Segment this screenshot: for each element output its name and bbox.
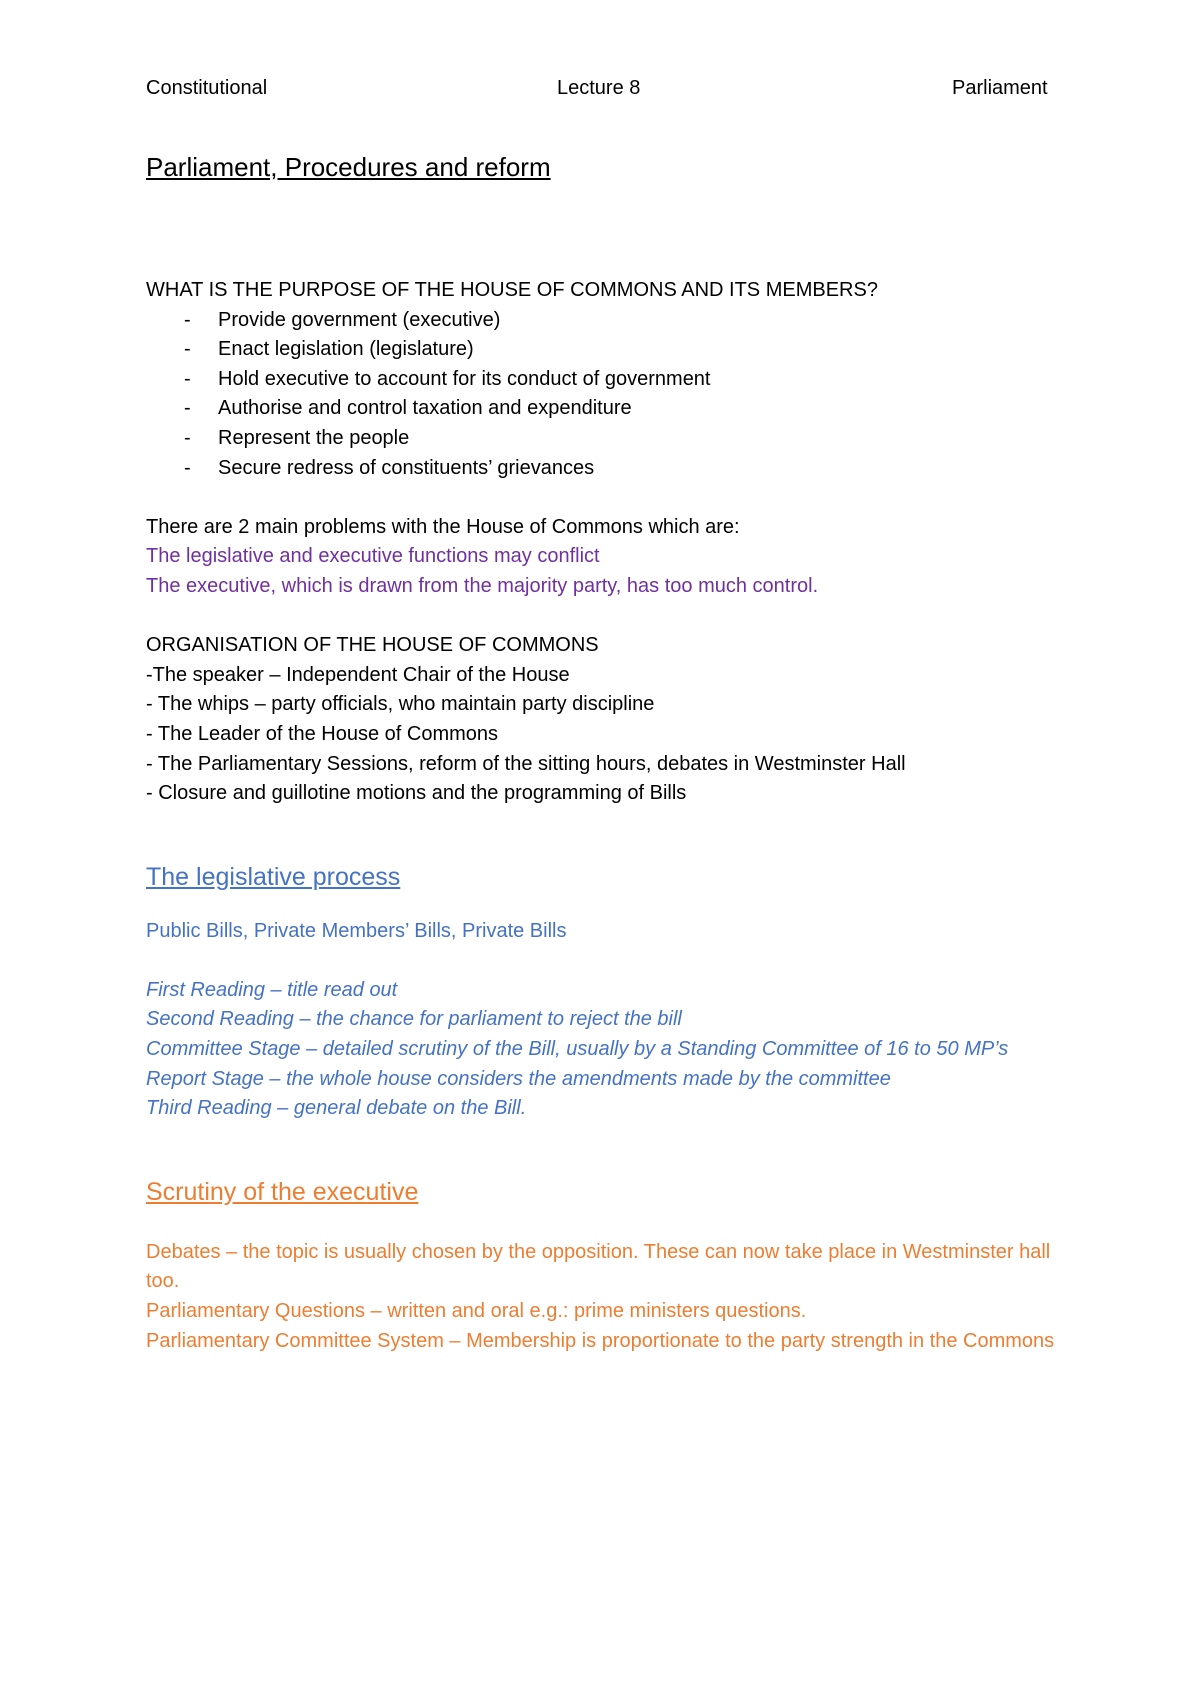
organisation-item: -The speaker – Independent Chair of the House: [146, 663, 570, 686]
stage-item: Report Stage – the whole house considers the amendments made by the committee: [146, 1067, 891, 1090]
problem-item: The legislative and executive functions may conflict: [146, 545, 600, 568]
problems-intro: There are 2 main problems with the House of Commons which are:: [146, 515, 740, 538]
list-item: - Enact legislation (legislature): [146, 335, 1066, 365]
stage-item: Third Reading – general debate on the Bill.: [146, 1097, 527, 1120]
organisation-item: - The Leader of the House of Commons: [146, 722, 499, 745]
organisation-item: - The Parliamentary Sessions, reform of the sitting hours, debates in Westminster Hall: [146, 752, 906, 775]
purpose-list: [146, 306, 1066, 484]
scrutiny-item: Debates – the topic is usually chosen by the opposition. These can now take place in Westminster hall too.: [146, 1240, 1051, 1293]
scrutiny-heading: Scrutiny of the executive: [146, 1177, 419, 1206]
dash-marker: -: [184, 426, 191, 449]
list-item: - Provide government (executive): [146, 306, 1066, 336]
dash-marker: -: [184, 308, 191, 331]
purpose-heading: WHAT IS THE PURPOSE OF THE HOUSE OF COMMONS AND ITS MEMBERS?: [146, 279, 878, 301]
list-item: - Authorise and control taxation and expenditure: [146, 394, 1066, 424]
scrutiny-item: Parliamentary Questions – written and oral e.g.: prime ministers questions.: [146, 1300, 807, 1323]
bill-types: Public Bills, Private Members’ Bills, Private Bills: [146, 919, 567, 942]
header-left: Constitutional: [146, 77, 268, 99]
organisation-heading: ORGANISATION OF THE HOUSE OF COMMONS: [146, 634, 599, 657]
list-item: - Represent the people: [146, 424, 1066, 454]
page-title: Parliament, Procedures and reform: [146, 152, 551, 182]
dash-marker: -: [184, 456, 191, 479]
list-item: - Secure redress of constituents’ grievances: [146, 454, 1066, 484]
stage-item: Second Reading – the chance for parliament to reject the bill: [146, 1008, 682, 1031]
legislative-heading: The legislative process: [146, 862, 401, 891]
header-right: Parliament: [952, 77, 1048, 99]
scrutiny-item: Parliamentary Committee System – Membership is proportionate to the party strength in the Commons: [146, 1329, 1055, 1352]
problem-item: The executive, which is drawn from the majority party, has too much control.: [146, 574, 819, 597]
dash-marker: -: [184, 397, 191, 420]
document-body: [146, 150, 1066, 1356]
dash-marker: -: [184, 338, 191, 361]
stage-item: First Reading – title read out: [146, 978, 398, 1001]
dash-marker: -: [184, 367, 191, 390]
organisation-item: - The whips – party officials, who maintain party discipline: [146, 693, 655, 716]
stage-item: Committee Stage – detailed scrutiny of the Bill, usually by a Standing Committee of 16 to 50 MP’s: [146, 1038, 1009, 1061]
header-center: Lecture 8: [557, 77, 641, 99]
list-item: - Hold executive to account for its conduct of government: [146, 365, 1066, 395]
organisation-item: - Closure and guillotine motions and the programming of Bills: [146, 782, 687, 805]
